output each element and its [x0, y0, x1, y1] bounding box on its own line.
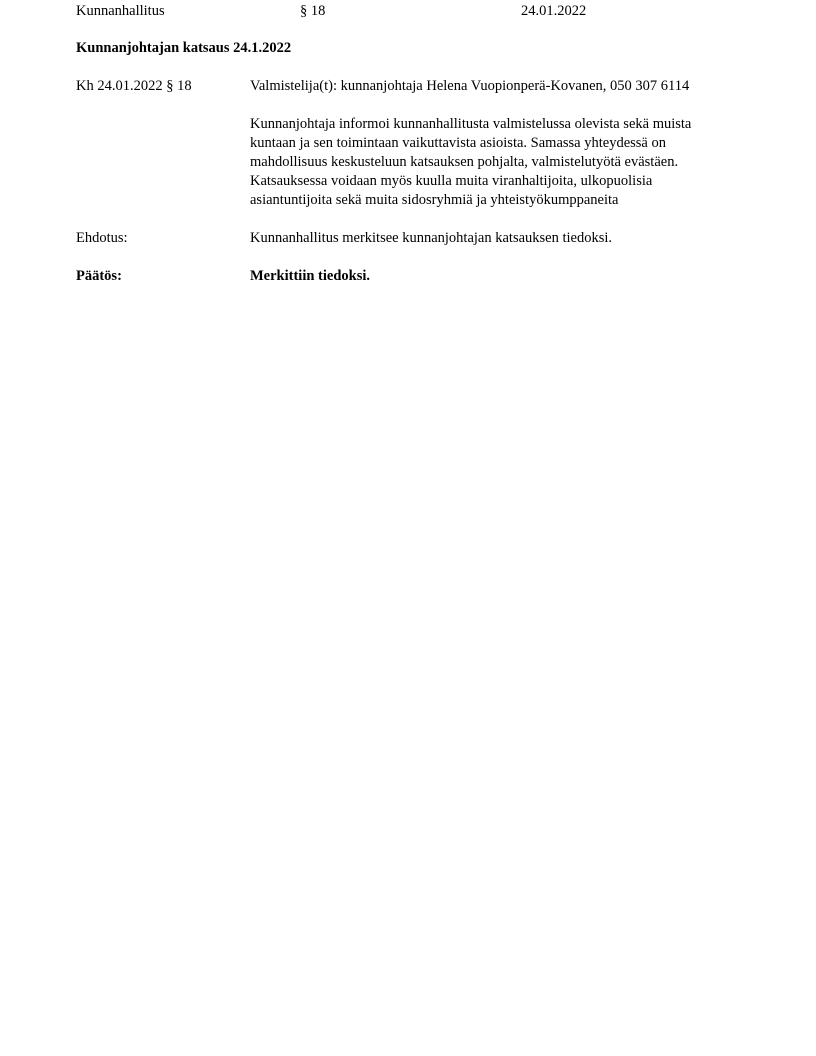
proposal-text: Kunnanhallitus merkitsee kunnanjohtajan katsauksen tiedoksi. [250, 230, 613, 246]
body-line: Katsauksessa voidaan myös kuulla muita viranhaltijoita, ulkopuolisia [250, 173, 653, 189]
body-line: Kunnanjohtaja informoi kunnanhallitusta valmistelussa olevista sekä muista [250, 116, 692, 132]
proposal-label: Ehdotus: [76, 230, 128, 246]
body-paragraph [250, 115, 750, 210]
body-line: asiantuntijoita sekä muita sidosryhmiä ja yhteistyökumppaneita [250, 192, 619, 208]
preparer-info: Valmistelija(t): kunnanjohtaja Helena Vuopionperä-Kovanen, 050 307 6114 [250, 78, 690, 94]
body-line: mahdollisuus keskusteluun katsauksen pohjalta, valmistelutyötä evästäen. [250, 154, 679, 170]
meeting-reference: Kh 24.01.2022 § 18 [76, 78, 192, 94]
header-body-name: Kunnanhallitus [76, 3, 165, 19]
header-date: 24.01.2022 [521, 3, 587, 19]
header-section-number: § 18 [300, 3, 326, 19]
decision-text: Merkittiin tiedoksi. [250, 268, 371, 284]
document-title: Kunnanjohtajan katsaus 24.1.2022 [76, 40, 292, 56]
body-line: kuntaan ja sen toimintaan vaikuttavista asioista. Samassa yhteydessä on [250, 135, 666, 151]
decision-label: Päätös: [76, 268, 122, 284]
